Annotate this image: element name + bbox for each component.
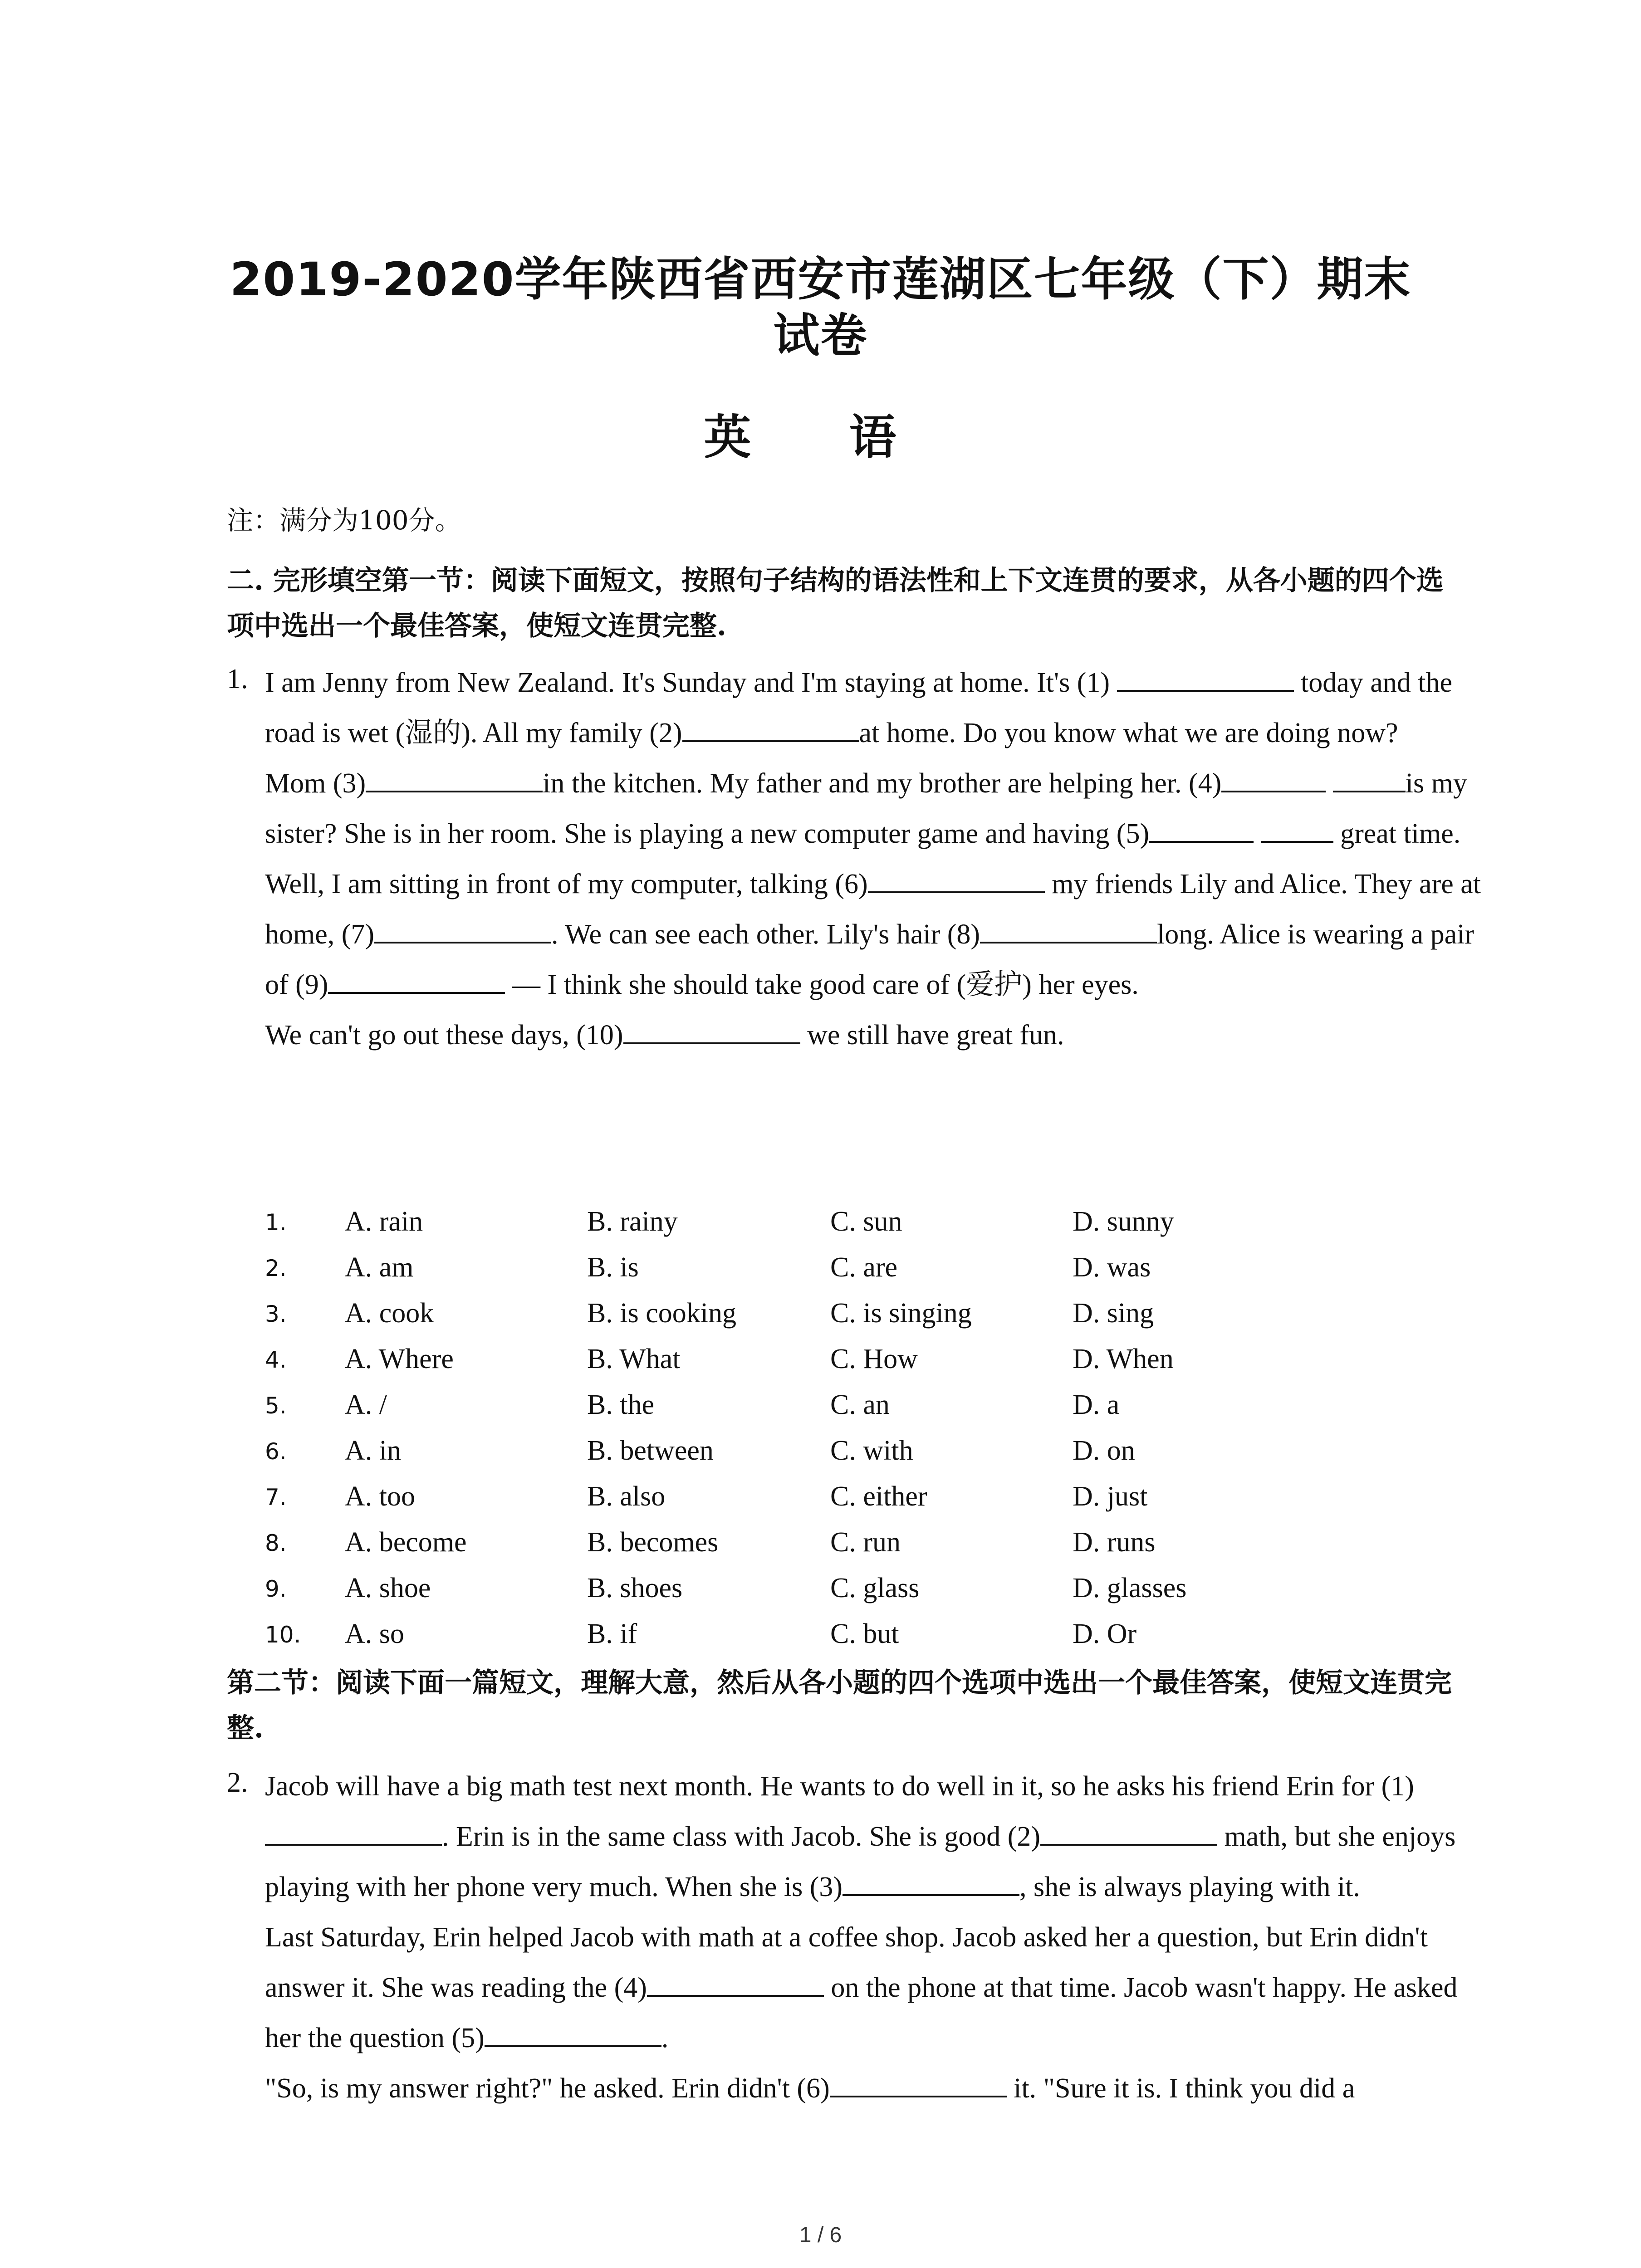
answer-blank-6[interactable] <box>830 2072 1007 2097</box>
option-d[interactable]: D. just <box>1073 1481 1148 1512</box>
answer-blank-1[interactable] <box>265 1820 442 1846</box>
page-number: 1 / 6 <box>799 2223 842 2247</box>
option-b[interactable]: B. is <box>587 1252 639 1283</box>
passage-paragraph: Mom (3) in the kitchen. My father and my brother are helping her. (4) is my sister? She is in her room. She is playing a new computer game and having (5) great time. <box>265 768 1467 849</box>
option-a[interactable]: A. too <box>345 1481 415 1512</box>
option-number: 4. <box>265 1347 287 1373</box>
option-b[interactable]: B. shoes <box>587 1573 683 1603</box>
answer-blank-9[interactable] <box>328 968 505 994</box>
title-line-2: 试卷 <box>773 309 868 363</box>
option-b[interactable]: B. What <box>587 1344 681 1374</box>
option-c[interactable]: C. How <box>830 1344 918 1374</box>
passage-paragraph: Well, I am sitting in front of my computer, talking (6) my friends Lily and Alice. They are at home, (7) . We can see each other. Lily's hair (8) long. Alice is wearing a pair of (9) — I think she should take good care of (爱护) her eyes. <box>265 869 1481 1000</box>
option-number: 5. <box>265 1393 287 1419</box>
answer-blank-10[interactable] <box>623 1019 800 1044</box>
answer-blank-5b <box>1261 817 1333 843</box>
option-number: 7. <box>265 1484 287 1510</box>
document-title <box>0 252 1641 364</box>
question-number-2: 2. <box>227 1767 248 1798</box>
option-a[interactable]: A. / <box>345 1389 387 1420</box>
answer-blank-7[interactable] <box>374 918 551 943</box>
option-c[interactable]: C. with <box>830 1435 913 1466</box>
option-b[interactable]: B. if <box>587 1618 637 1649</box>
title-line-1: 2019-2020学年陕西省西安市莲湖区七年级（下）期末 <box>230 253 1411 307</box>
option-b[interactable]: B. is cooking <box>587 1298 736 1329</box>
answer-blank-3[interactable] <box>843 1871 1019 1896</box>
passage-paragraph: Jacob will have a big math test next month. He wants to do well in it, so he asks his friend Erin for (1) . Erin is in the same class with Jacob. She is good (2) math, but she enjoys playing with her phone very much. When she is (3) , she is always playing with it. <box>265 1771 1456 1902</box>
option-a[interactable]: A. rain <box>345 1206 423 1237</box>
answer-blank-3[interactable] <box>366 767 543 792</box>
cloze-passage-1 <box>265 658 1490 1061</box>
option-d[interactable]: D. When <box>1073 1344 1174 1374</box>
answer-blank-5[interactable] <box>485 2022 661 2047</box>
option-d[interactable]: D. glasses <box>1073 1573 1187 1603</box>
option-d[interactable]: D. on <box>1073 1435 1135 1466</box>
score-note: 注：满分为100分。 <box>227 505 461 536</box>
option-a[interactable]: A. am <box>345 1252 414 1283</box>
answer-blank-6[interactable] <box>868 868 1045 893</box>
option-c[interactable]: C. either <box>830 1481 927 1512</box>
answer-blank-2[interactable] <box>682 717 859 742</box>
option-b[interactable]: B. between <box>587 1435 714 1466</box>
option-a[interactable]: A. Where <box>345 1344 454 1374</box>
option-d[interactable]: D. sunny <box>1073 1206 1174 1237</box>
option-c[interactable]: C. an <box>830 1389 890 1420</box>
answer-blank-4[interactable] <box>647 1971 824 1997</box>
option-d[interactable]: D. sing <box>1073 1298 1154 1329</box>
passage-paragraph: Last Saturday, Erin helped Jacob with math at a coffee shop. Jacob asked her a question, but Erin didn't answer it. She was reading the (4) on the phone at that time. Jacob wasn't happy. He asked her the question (5) . <box>265 1922 1458 2053</box>
section-1-heading: 二. 完形填空第一节：阅读下面短文，按照句子结构的语法性和上下文连贯的要求，从各小题的四个选项中选出一个最佳答案，使短文连贯完整. <box>227 565 1444 642</box>
option-b[interactable]: B. becomes <box>587 1527 719 1558</box>
option-number: 3. <box>265 1301 287 1327</box>
option-number: 6. <box>265 1438 287 1465</box>
answer-blank-1[interactable] <box>1117 666 1294 692</box>
answer-blank-4b <box>1333 767 1406 792</box>
option-number: 2. <box>265 1255 287 1281</box>
option-d[interactable]: D. was <box>1073 1252 1151 1283</box>
option-number: 1. <box>265 1209 287 1236</box>
cloze-passage-2 <box>265 1761 1490 2114</box>
option-b[interactable]: B. the <box>587 1389 655 1420</box>
option-b[interactable]: B. also <box>587 1481 666 1512</box>
option-c[interactable]: C. but <box>830 1618 899 1649</box>
option-number: 9. <box>265 1576 287 1602</box>
option-c[interactable]: C. run <box>830 1527 901 1558</box>
answer-blank-5[interactable] <box>1149 817 1254 843</box>
option-c[interactable]: C. glass <box>830 1573 920 1603</box>
option-b[interactable]: B. rainy <box>587 1206 678 1237</box>
option-c[interactable]: C. sun <box>830 1206 902 1237</box>
answer-blank-8[interactable] <box>980 918 1157 943</box>
option-c[interactable]: C. are <box>830 1252 898 1283</box>
subject-heading: 英 语 <box>704 409 937 465</box>
option-c[interactable]: C. is singing <box>830 1298 972 1329</box>
answer-blank-4[interactable] <box>1221 767 1326 792</box>
option-a[interactable]: A. become <box>345 1527 467 1558</box>
option-a[interactable]: A. shoe <box>345 1573 431 1603</box>
option-number: 10. <box>265 1622 301 1648</box>
option-a[interactable]: A. so <box>345 1618 404 1649</box>
passage-paragraph: We can't go out these days, (10) we still have great fun. <box>265 1020 1064 1051</box>
option-a[interactable]: A. in <box>345 1435 401 1466</box>
option-d[interactable]: D. runs <box>1073 1527 1156 1558</box>
section-2-heading: 第二节：阅读下面一篇短文，理解大意，然后从各小题的四个选项中选出一个最佳答案，使短文连贯完整. <box>227 1667 1452 1744</box>
option-d[interactable]: D. a <box>1073 1389 1120 1420</box>
passage-paragraph: "So, is my answer right?" he asked. Erin didn't (6) it. "Sure it is. I think you did a <box>265 2073 1355 2104</box>
option-number: 8. <box>265 1530 287 1556</box>
answer-blank-2[interactable] <box>1040 1820 1217 1846</box>
passage-paragraph: I am Jenny from New Zealand. It's Sunday and I'm staying at home. It's (1) today and the road is wet (湿的). All my family (2) at home. Do you know what we are doing now? <box>265 667 1453 748</box>
option-a[interactable]: A. cook <box>345 1298 434 1329</box>
question-number-1: 1. <box>227 664 248 694</box>
option-d[interactable]: D. Or <box>1073 1618 1137 1649</box>
